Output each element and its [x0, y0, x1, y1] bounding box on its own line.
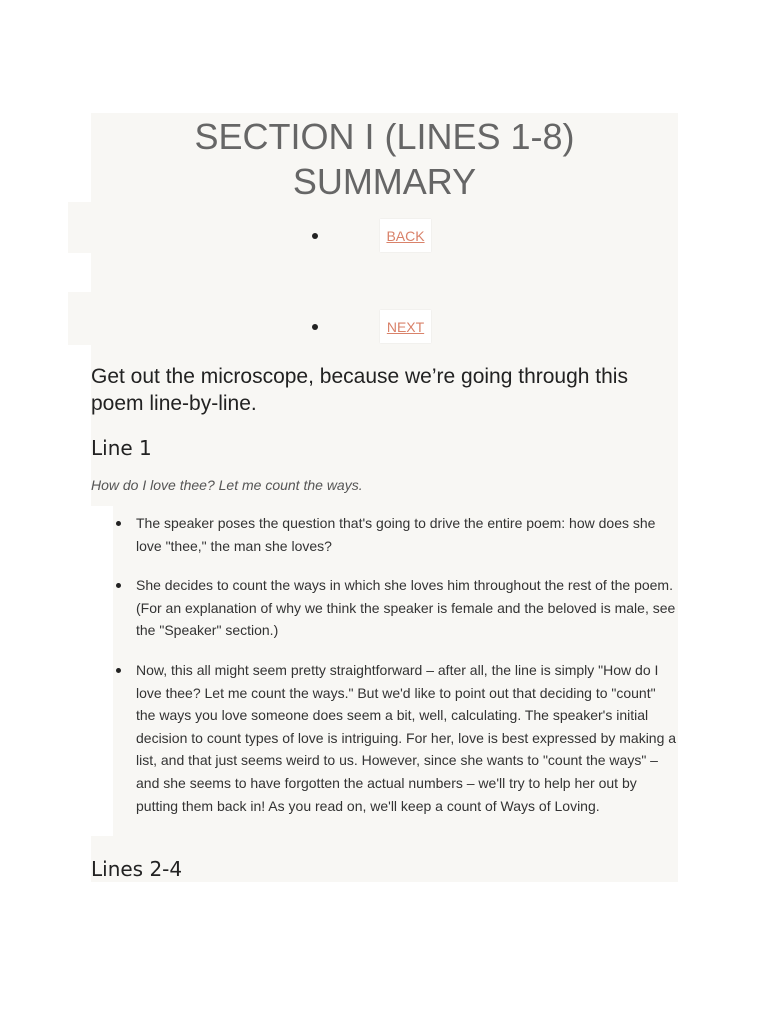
- page-title-line2: SUMMARY: [292, 161, 477, 202]
- nav-item-back: [312, 219, 425, 253]
- bullet-icon: [312, 233, 318, 239]
- list-gutter: [91, 506, 113, 836]
- intro-paragraph: Get out the microscope, because we’re going through this poem line-by-line.: [91, 365, 628, 415]
- nav-band-back: [68, 202, 678, 253]
- section-heading-line-1: Line 1: [91, 436, 152, 460]
- list-item: Now, this all might seem pretty straightforward – after all, the line is simply "How do I love thee? Let me count the ways." But we'd like to point out that deciding to "count" the ways you love someone does seem a bit, well, calculating. The speaker's initial decision to count types of love is intriguing. For her, love is best expressed by making a list, and that just seems weird to us. However, since she wants to "count the ways" – and she seems to have forgotten the actual numbers – we'll try to help her out by putting them back in! As you read on, we'll keep a count of Ways of Loving.: [113, 659, 678, 817]
- section-heading-lines-2-4: Lines 2-4: [91, 857, 183, 881]
- page-title-line1: SECTION I (LINES 1-8): [194, 116, 575, 157]
- nav-band-next: [68, 292, 678, 345]
- list-item: The speaker poses the question that's going to drive the entire poem: how does she love "thee," the man she loves?: [113, 512, 678, 557]
- nav-item-next: [312, 310, 425, 344]
- back-link[interactable]: BACK: [380, 219, 431, 252]
- page-title: [91, 114, 678, 204]
- bullet-icon: [312, 324, 318, 330]
- next-link[interactable]: NEXT: [380, 310, 431, 343]
- poem-quote: How do I love thee? Let me count the ways.: [91, 477, 363, 493]
- analysis-list: [113, 512, 678, 834]
- list-item: She decides to count the ways in which she loves him throughout the rest of the poem. (For an explanation of why we think the speaker is female and the beloved is male, see the "Speaker" section.): [113, 574, 678, 642]
